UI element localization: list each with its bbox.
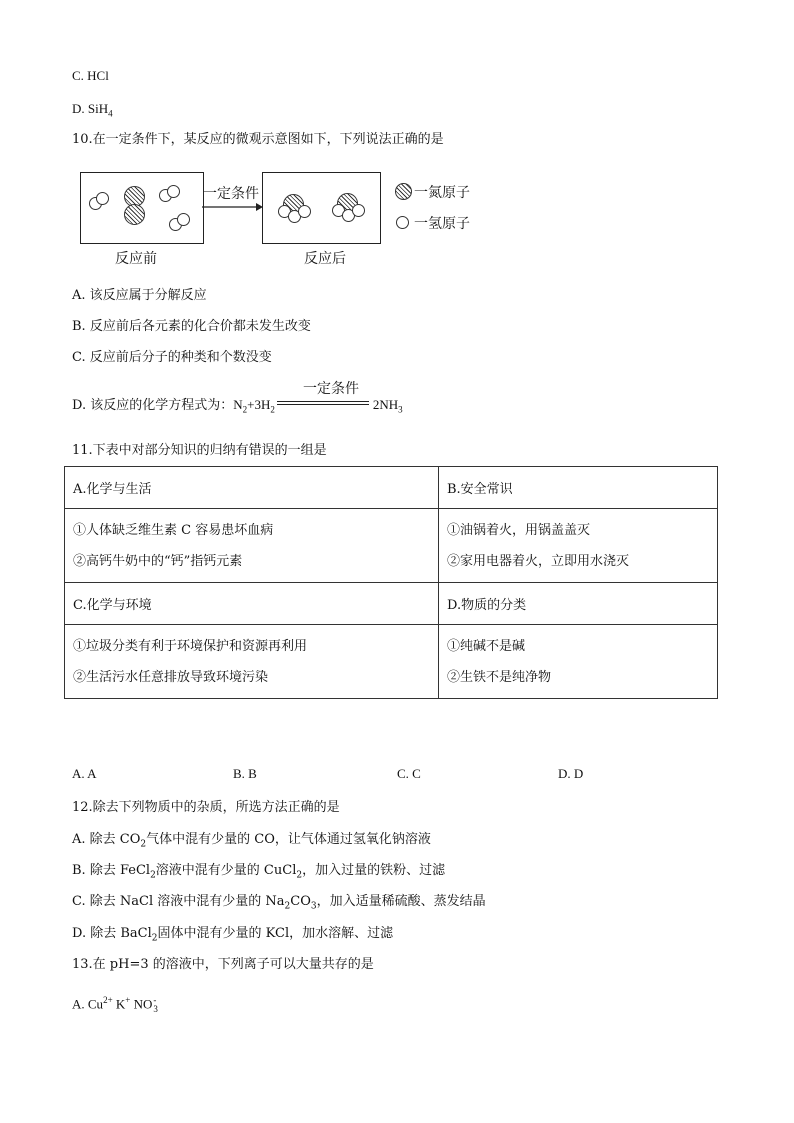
q13-option-a: A. $Cu^{2+}$ K+ NO - 3: [72, 995, 158, 1015]
q10-option-d-text: D. 该反应的化学方程式为：: [72, 398, 234, 413]
cu-charge: 2+: [103, 995, 113, 1005]
q11-option-c: C. C: [397, 766, 421, 781]
legend-hydrogen-icon: [396, 216, 409, 229]
q11-option-b: B. B: [233, 766, 257, 781]
q12-option-a: A. 除去 $CO_2$气体中混有少量的 CO，让气体通过氢氧化钠溶液: [72, 832, 431, 850]
q13-stem: 13.在 pH=3 的溶液中，下列离子可以大量共存的是: [72, 957, 374, 972]
nitrogen-atom-icon: [124, 204, 145, 225]
legend-hydrogen-label: 一氢原子: [414, 216, 470, 232]
q9-option-c: C. HCl: [72, 68, 109, 83]
before-label: 反应前: [115, 251, 157, 267]
cell-c-body: ①垃圾分类有利于环境保护和资源再利用 ②生活污水任意排放导致环境污染: [65, 625, 439, 699]
reaction-arrow-icon: [202, 200, 264, 214]
after-box: [262, 172, 381, 244]
q9-option-d: [72, 99, 113, 124]
hydrogen-atom-icon: [96, 192, 109, 205]
hydrogen-atom-icon: [352, 204, 365, 217]
cell-a-title: A.化学与生活: [65, 467, 439, 509]
q10-option-c: C. 反应前后分子的种类和个数没变: [72, 350, 272, 365]
nitrate-sup-sub: - 3: [153, 995, 158, 1015]
hydrogen-atom-icon: [177, 213, 190, 226]
cell-d-body: ①纯碱不是碱 ②生铁不是纯净物: [439, 625, 718, 699]
before-box: [80, 172, 204, 244]
equation-condition: 一定条件: [303, 381, 359, 397]
q10-stem: 10.在一定条件下，某反应的微观示意图如下，下列说法正确的是: [72, 132, 444, 147]
q9-option-d-text: D. SiH: [72, 101, 109, 116]
arrow-condition-label: 一定条件: [203, 186, 259, 202]
legend-nitrogen-icon: [395, 183, 412, 200]
hydrogen-atom-icon: [167, 185, 180, 198]
q12-option-b: B. 除去 FeCl$_2$溶液中混有少量的 CuCl$_2$，加入过量的铁粉、过滤: [72, 863, 446, 881]
after-label: 反应后: [304, 251, 346, 267]
knowledge-table: [64, 466, 718, 699]
cell-b-title: B.安全常识: [439, 467, 718, 509]
cell-a-body: ①人体缺乏维生素 C 容易患坏血病 ②高钙牛奶中的“钙”指钙元素: [65, 509, 439, 583]
equation-n2: $N_2+3H_2$: [233, 397, 275, 415]
cell-b-body: ①油锅着火，用锅盖盖灭 ②家用电器着火，立即用水浇灭: [439, 509, 718, 583]
equation-bar-bottom: [277, 404, 369, 405]
cell-d-title: D.物质的分类: [439, 583, 718, 625]
q11-option-a: A. A: [72, 766, 97, 781]
q9-option-d-sub: 4: [108, 108, 113, 119]
q12-option-d: D. 除去 BaCl$_2$固体中混有少量的 KCl，加水溶解、过滤: [72, 926, 394, 944]
cell-c-title: C.化学与环境: [65, 583, 439, 625]
q12-stem: 12.除去下列物质中的杂质，所选方法正确的是: [72, 800, 340, 815]
equation-product: $2NH_3$: [372, 397, 403, 415]
equation-bar-top: [277, 401, 369, 402]
legend-nitrogen-label: 一氮原子: [414, 185, 470, 201]
q11-option-d: D. D: [558, 766, 584, 781]
q11-stem: 11.下表中对部分知识的归纳有错误的一组是: [72, 443, 327, 458]
q10-option-b: B. 反应前后各元素的化合价都未发生改变: [72, 319, 311, 334]
k-charge: +: [125, 995, 131, 1005]
q10-option-d: [72, 395, 403, 420]
q12-option-c: C. 除去 NaCl 溶液中混有少量的 $Na_2CO_3$，加入适量稀硫酸、蒸发结晶: [72, 894, 486, 912]
hydrogen-atom-icon: [298, 205, 311, 218]
q10-option-a: A. 该反应属于分解反应: [72, 288, 207, 303]
